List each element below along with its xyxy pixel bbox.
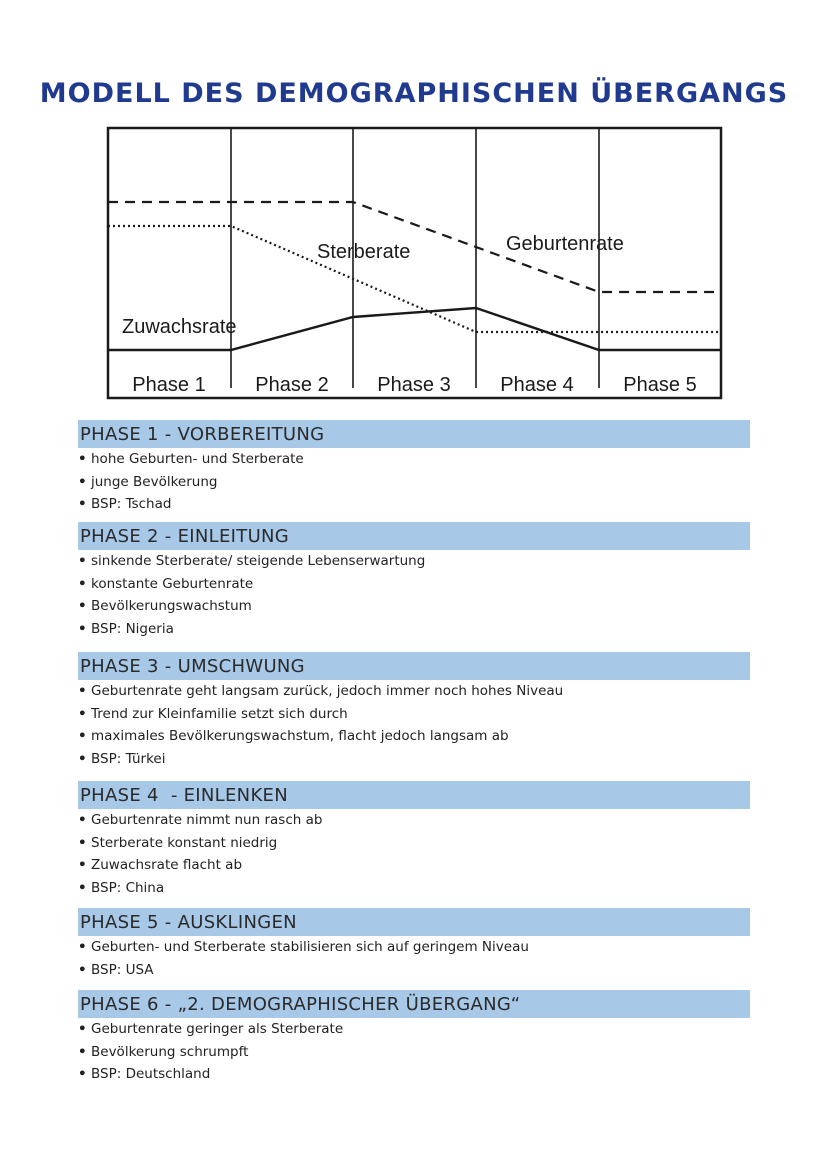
section-heading: PHASE 3 - UMSCHWUNG (78, 652, 750, 680)
list-item (78, 493, 750, 516)
bullet-icon: • (78, 939, 87, 955)
list-item-text: BSP: Deutschland (91, 1066, 211, 1082)
bullet-icon: • (78, 620, 87, 637)
list-item-text: Geburten- und Sterberate stabilisieren sich auf geringem Niveau (91, 939, 529, 955)
section-heading: PHASE 5 - AUSKLINGEN (78, 908, 750, 936)
list-item-text: BSP: USA (91, 961, 154, 978)
bullet-icon: • (78, 451, 87, 467)
section-heading: PHASE 6 - „2. DEMOGRAPHISCHER ÜBERGANG“ (78, 990, 750, 1018)
bullet-list (78, 680, 750, 770)
bullet-icon: • (78, 553, 87, 569)
list-item-text: BSP: Nigeria (91, 620, 174, 637)
page-title: MODELL DES DEMOGRAPHISCHEN ÜBERGANGS (39, 78, 789, 109)
list-item (78, 809, 750, 832)
bullet-icon: • (78, 575, 87, 592)
list-item (78, 618, 750, 641)
list-item-text: Sterberate konstant niedrig (91, 834, 278, 851)
list-item-text: BSP: China (91, 879, 165, 896)
list-item-text: Geburtenrate geringer als Sterberate (91, 1021, 344, 1037)
list-item-text: Geburtenrate nimmt nun rasch ab (91, 812, 323, 828)
list-item-text: maximales Bevölkerungswachstum, flacht jedoch langsam ab (91, 728, 509, 744)
phase-label: Phase 1 (132, 374, 206, 396)
list-item (78, 1063, 750, 1086)
bullet-icon: • (78, 750, 87, 767)
phase-label: Phase 5 (623, 374, 697, 396)
list-item-text: Bevölkerungswachstum (91, 598, 252, 614)
list-item-text: Geburtenrate geht langsam zurück, jedoch immer noch hohes Niveau (91, 683, 564, 699)
diagram-frame (108, 128, 721, 398)
list-item (78, 1041, 750, 1064)
list-item (78, 959, 750, 982)
list-item (78, 877, 750, 900)
list-item (78, 1018, 750, 1041)
bullet-icon: • (78, 473, 87, 490)
bullet-icon: • (78, 1066, 87, 1082)
bullet-list (78, 809, 750, 899)
phase-1-section (78, 420, 750, 516)
bullet-list (78, 448, 750, 516)
bullet-icon: • (78, 496, 87, 512)
list-item (78, 854, 750, 877)
list-item-text: Zuwachsrate flacht ab (91, 857, 243, 873)
geburtenrate-label: Geburtenrate (506, 233, 624, 255)
list-item-text: Bevölkerung schrumpft (91, 1043, 249, 1060)
bullet-icon: • (78, 857, 87, 873)
list-item (78, 471, 750, 494)
bullet-icon: • (78, 705, 87, 722)
list-item-text: BSP: Tschad (91, 496, 172, 512)
list-item-text: BSP: Türkei (91, 750, 166, 767)
bullet-list (78, 936, 750, 981)
bullet-icon: • (78, 598, 87, 614)
list-item (78, 748, 750, 771)
list-item-text: hohe Geburten- und Sterberate (91, 451, 304, 467)
list-item (78, 573, 750, 596)
list-item-text: konstante Geburtenrate (91, 575, 254, 592)
list-item-text: junge Bevölkerung (91, 473, 218, 490)
section-heading: PHASE 1 - VORBEREITUNG (78, 420, 750, 448)
bullet-icon: • (78, 683, 87, 699)
bullet-list (78, 550, 750, 640)
section-heading: PHASE 2 - EINLEITUNG (78, 522, 750, 550)
phase-label: Phase 4 (500, 374, 574, 396)
demographic-transition-diagram (106, 126, 724, 402)
sterberate-label: Sterberate (317, 241, 411, 263)
list-item (78, 936, 750, 959)
list-item-text: Trend zur Kleinfamilie setzt sich durch (91, 705, 348, 722)
bullet-icon: • (78, 961, 87, 978)
phase-4-section (78, 781, 750, 899)
bullet-list (78, 1018, 750, 1086)
bullet-icon: • (78, 834, 87, 851)
bullet-icon: • (78, 728, 87, 744)
phase-label: Phase 3 (377, 374, 451, 396)
bullet-icon: • (78, 879, 87, 896)
list-item (78, 703, 750, 726)
section-heading: PHASE 4 - EINLENKEN (78, 781, 750, 809)
zuwachsrate-label: Zuwachsrate (122, 316, 237, 338)
bullet-icon: • (78, 1021, 87, 1037)
phase-6-section (78, 990, 750, 1086)
list-item (78, 448, 750, 471)
list-item-text: sinkende Sterberate/ steigende Lebenserwartung (91, 553, 426, 569)
bullet-icon: • (78, 1043, 87, 1060)
list-item (78, 680, 750, 703)
phase-3-section (78, 652, 750, 770)
bullet-icon: • (78, 812, 87, 828)
phase-5-section (78, 908, 750, 981)
list-item (78, 550, 750, 573)
phase-2-section (78, 522, 750, 640)
phase-label: Phase 2 (255, 374, 329, 396)
list-item (78, 725, 750, 748)
list-item (78, 595, 750, 618)
list-item (78, 832, 750, 855)
